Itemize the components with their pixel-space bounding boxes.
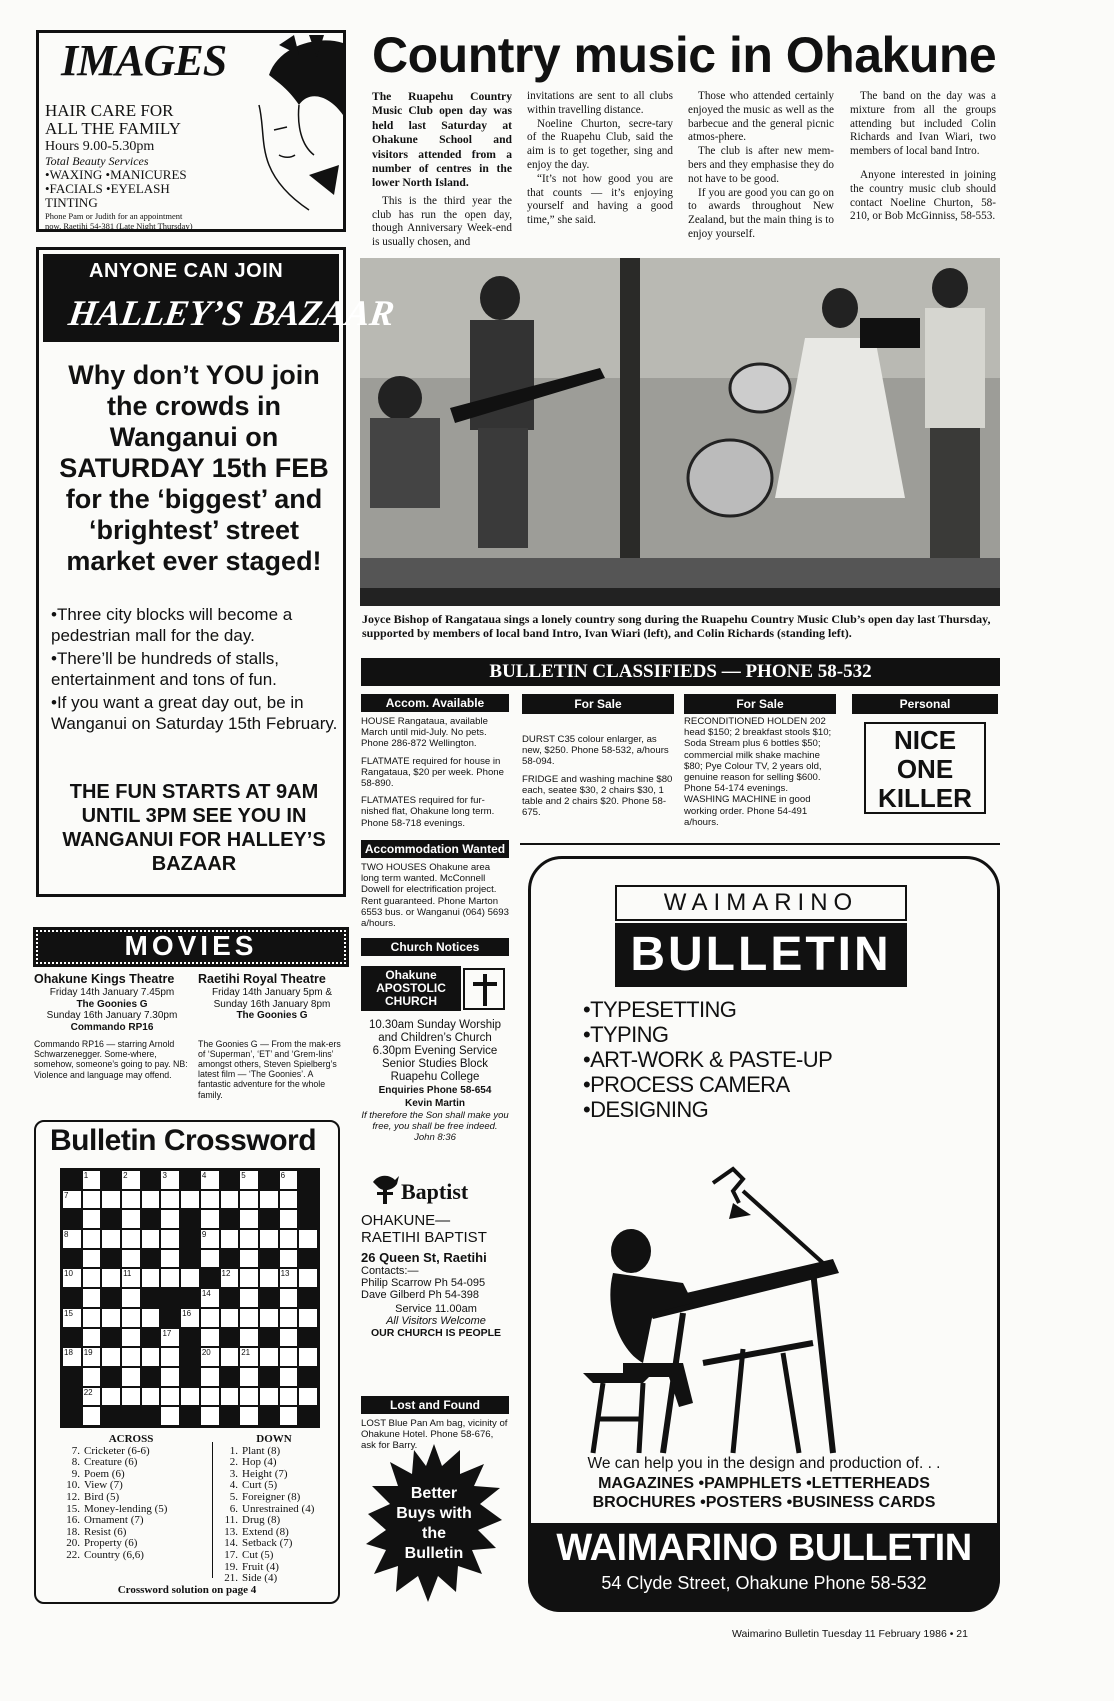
- article-col4: [850, 90, 996, 224]
- article-col4-p2: Anyone interested in joining the country music club should contact Noeline Churton, 58-210, or Bob McGinniss, 58-553.: [850, 168, 996, 223]
- down-clue-number: 17.: [224, 1548, 238, 1561]
- article-col3: [688, 90, 834, 242]
- down-clue-text: Drug (8): [242, 1514, 281, 1527]
- for-sale-2: [684, 694, 836, 834]
- down-clue-number: 2.: [229, 1456, 238, 1469]
- images-svc3: TINTING: [45, 195, 98, 210]
- down-clue-text: Extend (8): [242, 1525, 289, 1538]
- woman-illustration: [239, 35, 343, 229]
- down-clue-number: 3.: [229, 1467, 238, 1480]
- down-clue-number: 4.: [229, 1479, 238, 1492]
- apostolic-line3: Senior Studies Block Ruapehu College: [381, 1058, 489, 1083]
- across-clue-text: Country (6,6): [84, 1548, 144, 1561]
- for-sale-1-ad-a: DURST C35 colour enlarger, as new, $250. Phone 58-532, a/hours 58-094.: [522, 734, 669, 768]
- bulletin-title-1: WAIMARINO: [615, 885, 907, 921]
- article-headline: Country music in Ohakune: [372, 27, 997, 83]
- down-clue-text: Fruit (4): [242, 1560, 279, 1573]
- theatre1: [34, 972, 190, 1080]
- for-sale-2-ad-b: WASHING MACHINE in good working order. Phone 54-491 a/hours.: [684, 794, 811, 828]
- halley-ad: [36, 247, 397, 897]
- baptist-service: Service 11.00am: [395, 1303, 477, 1315]
- across-clue-number: 7.: [71, 1444, 80, 1457]
- across-clue-number: 9.: [71, 1467, 80, 1480]
- apostolic-church: [361, 966, 509, 1143]
- crossword-box: [34, 1120, 340, 1604]
- across-clue-number: 8.: [71, 1456, 80, 1469]
- band-photo-drawing: [360, 258, 1000, 606]
- article-col4-p1: The band on the day was a mixture from all the groups attending but included Colin Richards and Ivan Wiari, two members of local band Intro.: [850, 90, 996, 158]
- images-hours: Hours 9.00-5.30pm: [45, 139, 155, 154]
- theatre2-film: The Goonies G: [236, 1010, 308, 1021]
- crossword-solution-note: Crossword solution on page 4: [117, 1584, 257, 1596]
- halley-bullet2: •There’ll be hundreds of stalls, entertainment and tons of fun.: [51, 649, 280, 689]
- dove-icon: [371, 1168, 401, 1204]
- accom-wanted-ad-1: TWO HOUSES Ohakune area long term wanted. McConnell Dowell for electrification project. Rent guaranteed. Phone Marton 6553 bus. or Wanganui (064) 5693 a/hours.: [361, 862, 509, 930]
- down-clue-number: 5.: [229, 1490, 238, 1503]
- crossword-title: Bulletin Crossword: [50, 1124, 317, 1157]
- page-footer: Waimarino Bulletin Tuesday 11 February 1986 • 21: [732, 1628, 968, 1640]
- down-clue-text: Plant (8): [242, 1444, 281, 1457]
- theatre2: [198, 972, 346, 1100]
- theatre2-line1: Friday 14th January 5pm & Sunday 16th January 8pm: [211, 987, 333, 1010]
- halley-logo: HALLEY’S BAZAAR: [66, 293, 397, 333]
- halley-headline: Why don’t YOU join the crowds in Wanganui on SATURDAY 15th FEB for the ‘biggest’ and ‘brightest’ street market ever staged!: [59, 360, 329, 576]
- article-col1: [372, 90, 512, 250]
- halley-banner: ANYONE CAN JOIN: [89, 260, 284, 282]
- images-line1: HAIR CARE FOR: [45, 101, 174, 120]
- baptist-address: 26 Queen St, Raetihi: [361, 1250, 487, 1265]
- bulletin-footer-name: WAIMARINO BULLETIN: [556, 1527, 972, 1569]
- article-col3-p2: The club is after new mem-bers and they emphasise they do not have to be good.: [688, 145, 834, 185]
- down-clue-text: Hop (4): [242, 1456, 277, 1469]
- bulletin-ad: [528, 856, 1000, 1612]
- down-clue-text: Cut (5): [242, 1548, 274, 1561]
- bulletin-title-2: BULLETIN: [615, 923, 907, 987]
- cross-icon: [463, 968, 505, 1010]
- article-col2-p3: “It’s not how good you are that counts — it’s enjoying yourself and having a good time,” she said.: [527, 172, 673, 227]
- theatre1-desc: Commando RP16 — starring Arnold Schwarzenegger. Some-where, somehow, someone’s going to pay. NB: Violence and language may offend.: [34, 1039, 188, 1080]
- baptist-church: [361, 1168, 511, 1339]
- clue-divider: [212, 1442, 213, 1578]
- across-clues: [56, 1434, 206, 1562]
- across-label: ACROSS: [108, 1433, 154, 1445]
- church-notices: [361, 938, 509, 956]
- baptist-contact-1: Philip Scarrow Ph 54-095: [361, 1277, 486, 1289]
- band-photo: [360, 258, 1000, 606]
- apostolic-line1: 10.30am Sunday Worship and Children’s Church: [368, 1019, 502, 1044]
- bulletin-service-5: •DESIGNING: [583, 1097, 709, 1122]
- lost-found-title: Lost and Found: [361, 1396, 509, 1414]
- down-clue-text: Height (7): [242, 1467, 288, 1480]
- for-sale-1-ad-b: FRIDGE and washing machine $80 each, seatee $30, 2 chairs $30, 1 table and 2 chairs $20. Phone 58-675.: [522, 773, 673, 819]
- images-phone2: now. Raetihi 54-381 (Late Night Thursday): [45, 221, 193, 231]
- apostolic-line2: 6.30pm Evening Service: [372, 1045, 498, 1057]
- baptist-contacts: Contacts:—: [361, 1265, 419, 1277]
- across-clue-number: 18.: [66, 1525, 80, 1538]
- article-col2-p2: Noeline Churton, secre-tary of the Ruapehu Club, said the aim is to get together, sing and enjoy the day.: [527, 117, 673, 171]
- movies-title: MOVIES: [124, 930, 258, 961]
- lost-found-ad-1: LOST Blue Pan Am bag, vicinity of Ohakune Hotel. Phone 58-676, ask for Barry.: [361, 1418, 508, 1452]
- down-clue-number: 6.: [229, 1502, 238, 1515]
- personal: [852, 694, 998, 814]
- halley-footer: THE FUN STARTS AT 9AM UNTIL 3PM SEE YOU IN WANGANUI FOR HALLEY’S BAZAAR: [62, 781, 326, 875]
- accom-wanted: [361, 840, 509, 935]
- bulletin-products-1: MAGAZINES •PAMPHLETS •LETTERHEADS: [598, 1475, 930, 1492]
- down-clue-number: 13.: [224, 1525, 238, 1538]
- down-clue-text: Side (4): [242, 1572, 278, 1585]
- across-clue-number: 10.: [66, 1479, 80, 1492]
- down-clue-number: 1.: [229, 1444, 238, 1457]
- down-clue-number: 21.: [224, 1572, 238, 1585]
- theatre1-name: Ohakune Kings Theatre: [34, 972, 175, 986]
- crossword-grid: 1 2 3 4 5 6 7 8 9 10 11 12 13 14 15 16 17 18 19 20 21 22: [60, 1168, 320, 1428]
- bulletin-service-1: •TYPESETTING: [583, 997, 737, 1022]
- across-clue-text: Money-lending (5): [84, 1502, 168, 1515]
- across-clue-number: 15.: [66, 1502, 80, 1515]
- bulletin-footer-address: 54 Clyde Street, Ohakune Phone 58-532: [601, 1573, 927, 1593]
- apostolic-name: Ohakune APOSTOLIC CHURCH: [361, 966, 461, 1011]
- article-col3-p1: Those who attended certainly enjoyed the music as well as the barbecue and the general picnic atmos-phere.: [688, 90, 834, 144]
- personal-message: NICE ONE KILLER: [864, 722, 986, 814]
- down-clue: [214, 1492, 334, 1504]
- theatre1-line1: Friday 14th January 7.45pm: [49, 987, 175, 998]
- better-buys-text: Better Buys with the Bulletin: [396, 1485, 472, 1562]
- baptist-logo: Baptist: [401, 1179, 469, 1204]
- theatre2-desc: The Goonies G — From the mak-ers of ‘Superman’, ‘ET’ and ‘Grem-lins’ amongst others, Steven Spielberg’s latest film — ‘The Goonies’. A fantastic adventure for the whole family.: [198, 1038, 341, 1100]
- down-clue-text: Foreigner (8): [242, 1490, 301, 1503]
- across-clue-text: Cricketer (6-6): [84, 1444, 150, 1457]
- images-svc1: •WAXING •MANICURES: [45, 167, 187, 182]
- images-logo: IMAGES: [61, 36, 227, 85]
- down-clue-text: Setback (7): [242, 1537, 293, 1550]
- bulletin-service-3: •ART-WORK & PASTE-UP: [583, 1047, 833, 1072]
- down-clue: [214, 1550, 334, 1562]
- halley-bullet3: •If you want a great day out, be in Wanganui on Saturday 15th February.: [51, 693, 338, 733]
- for-sale-1: [522, 694, 674, 824]
- apostolic-verse: If therefore the Son shall make you free, you shall be free indeed. John 8:36: [361, 1110, 509, 1143]
- baptist-welcome: All Visitors Welcome: [386, 1315, 486, 1327]
- down-clue-number: 11.: [224, 1514, 238, 1527]
- apostolic-enquiries: Enquiries Phone 58-654: [378, 1085, 492, 1096]
- down-clue-number: 19.: [224, 1560, 238, 1573]
- down-clue: [214, 1573, 334, 1585]
- baptist-contact-2: Dave Gilberd Ph 54-398: [361, 1289, 480, 1301]
- down-clue-text: Curt (5): [242, 1479, 278, 1492]
- accom-available-title: Accom. Available: [361, 694, 509, 712]
- for-sale-2-title: For Sale: [684, 694, 836, 714]
- classifieds-banner: BULLETIN CLASSIFIEDS — PHONE 58-532: [361, 658, 1000, 686]
- across-clue-number: 12.: [66, 1490, 80, 1503]
- images-ad: [36, 30, 346, 232]
- across-clue: [56, 1515, 206, 1527]
- theatre1-film2: Commando RP16: [70, 1021, 154, 1033]
- down-clues: [214, 1434, 334, 1585]
- down-clue-number: 14.: [224, 1537, 238, 1550]
- article-col1-p2: This is the third year the club has run the open day, though Anniversary Week-end is usually chosen, and: [372, 194, 512, 249]
- images-svc2: •FACIALS •EYELASH: [45, 181, 170, 196]
- photo-caption: Joyce Bishop of Rangataua sings a lonely country song during the Ruapehu Country Music Club’s open day last Thursday, supported by members of local band Intro, Ivan Wiari (left), and Colin Richards (standing left).: [362, 612, 991, 640]
- accom-available: [361, 694, 509, 835]
- down-clue-text: Unrestrained (4): [242, 1502, 315, 1515]
- accom-wanted-title: Accommodation Wanted: [361, 840, 509, 858]
- bulletin-help: We can help you in the design and production of. . .: [587, 1455, 941, 1472]
- theatre1-line2: Sunday 16th January 7.30pm: [46, 1010, 178, 1021]
- images-phone1: Phone Pam or Judith for an appointment: [45, 211, 183, 221]
- bulletin-service-2: •TYPING: [583, 1022, 669, 1047]
- across-clue-text: View (7): [84, 1479, 123, 1492]
- across-clue-text: Creature (6): [84, 1456, 138, 1469]
- article-lead: The Ruapehu Country Music Club open day was held last Saturday at Ohakune School and visitors attended from a number of centres in the lower North Island.: [372, 90, 512, 190]
- article-col2: [527, 90, 673, 228]
- church-notices-title: Church Notices: [361, 938, 509, 956]
- article-col2-p1: invitations are sent to all clubs within travelling distance.: [527, 90, 673, 116]
- across-clue-text: Ornament (7): [84, 1514, 144, 1527]
- images-line2: ALL THE FAMILY: [45, 119, 181, 138]
- accom-ad-2: FLATMATE required for house in Rangataua, $20 per week. Phone 58-890.: [361, 755, 504, 790]
- across-clue: [56, 1550, 206, 1562]
- bulletin-service-4: •PROCESS CAMERA: [583, 1072, 790, 1097]
- bulletin-services: [583, 997, 832, 1122]
- theatre1-film1: The Goonies G: [76, 998, 148, 1010]
- personal-title: Personal: [852, 694, 998, 714]
- designer-at-drafting-table-illustration: [583, 1163, 873, 1463]
- halley-bullet1: •Three city blocks will become a pedestrian mall for the day.: [51, 605, 293, 645]
- article-col3-p3: If you are good you can go on to awards throughout New Zealand, but the main thing is to enjoy yourself.: [688, 186, 834, 240]
- for-sale-1-title: For Sale: [522, 694, 674, 714]
- for-sale-2-ad-a: RECONDITIONED HOLDEN 202 head $150; 2 breakfast stools $10; Soda Stream plus 6 bottles $50; commercial milk shake machine $80; Pye Colour TV, 2 years old, genuine reason for selling $600. Phone 54-174 evenings.: [684, 716, 832, 795]
- apostolic-contact: Kevin Martin: [404, 1098, 465, 1109]
- across-clue-text: Resist (6): [84, 1525, 127, 1538]
- bulletin-products-2: BROCHURES •POSTERS •BUSINESS CARDS: [592, 1494, 936, 1511]
- images-services-label: Total Beauty Services: [45, 154, 149, 168]
- across-clue-text: Property (6): [84, 1537, 138, 1550]
- down-label: DOWN: [256, 1433, 292, 1445]
- across-clue-text: Bird (5): [84, 1490, 120, 1503]
- accom-ad-1: HOUSE Rangataua, available March until mid-July. No pets. Phone 286-872 Wellington.: [361, 716, 488, 750]
- classifieds-rule: [520, 843, 1000, 845]
- baptist-name: OHAKUNE— RAETIHI BAPTIST: [361, 1212, 487, 1246]
- across-clue-number: 16.: [66, 1514, 80, 1527]
- accom-ad-3: FLATMATES required for fur-nished flat, Ohakune long term. Phone 58-718 evenings.: [361, 795, 495, 829]
- down-clue: [214, 1515, 334, 1527]
- across-clue-text: Poem (6): [84, 1467, 125, 1480]
- across-clue-number: 22.: [66, 1548, 80, 1561]
- theatre2-name: Raetihi Royal Theatre: [198, 972, 326, 986]
- across-clue: [56, 1492, 206, 1504]
- across-clue-number: 20.: [66, 1537, 80, 1550]
- baptist-people: OUR CHURCH IS PEOPLE: [370, 1327, 502, 1339]
